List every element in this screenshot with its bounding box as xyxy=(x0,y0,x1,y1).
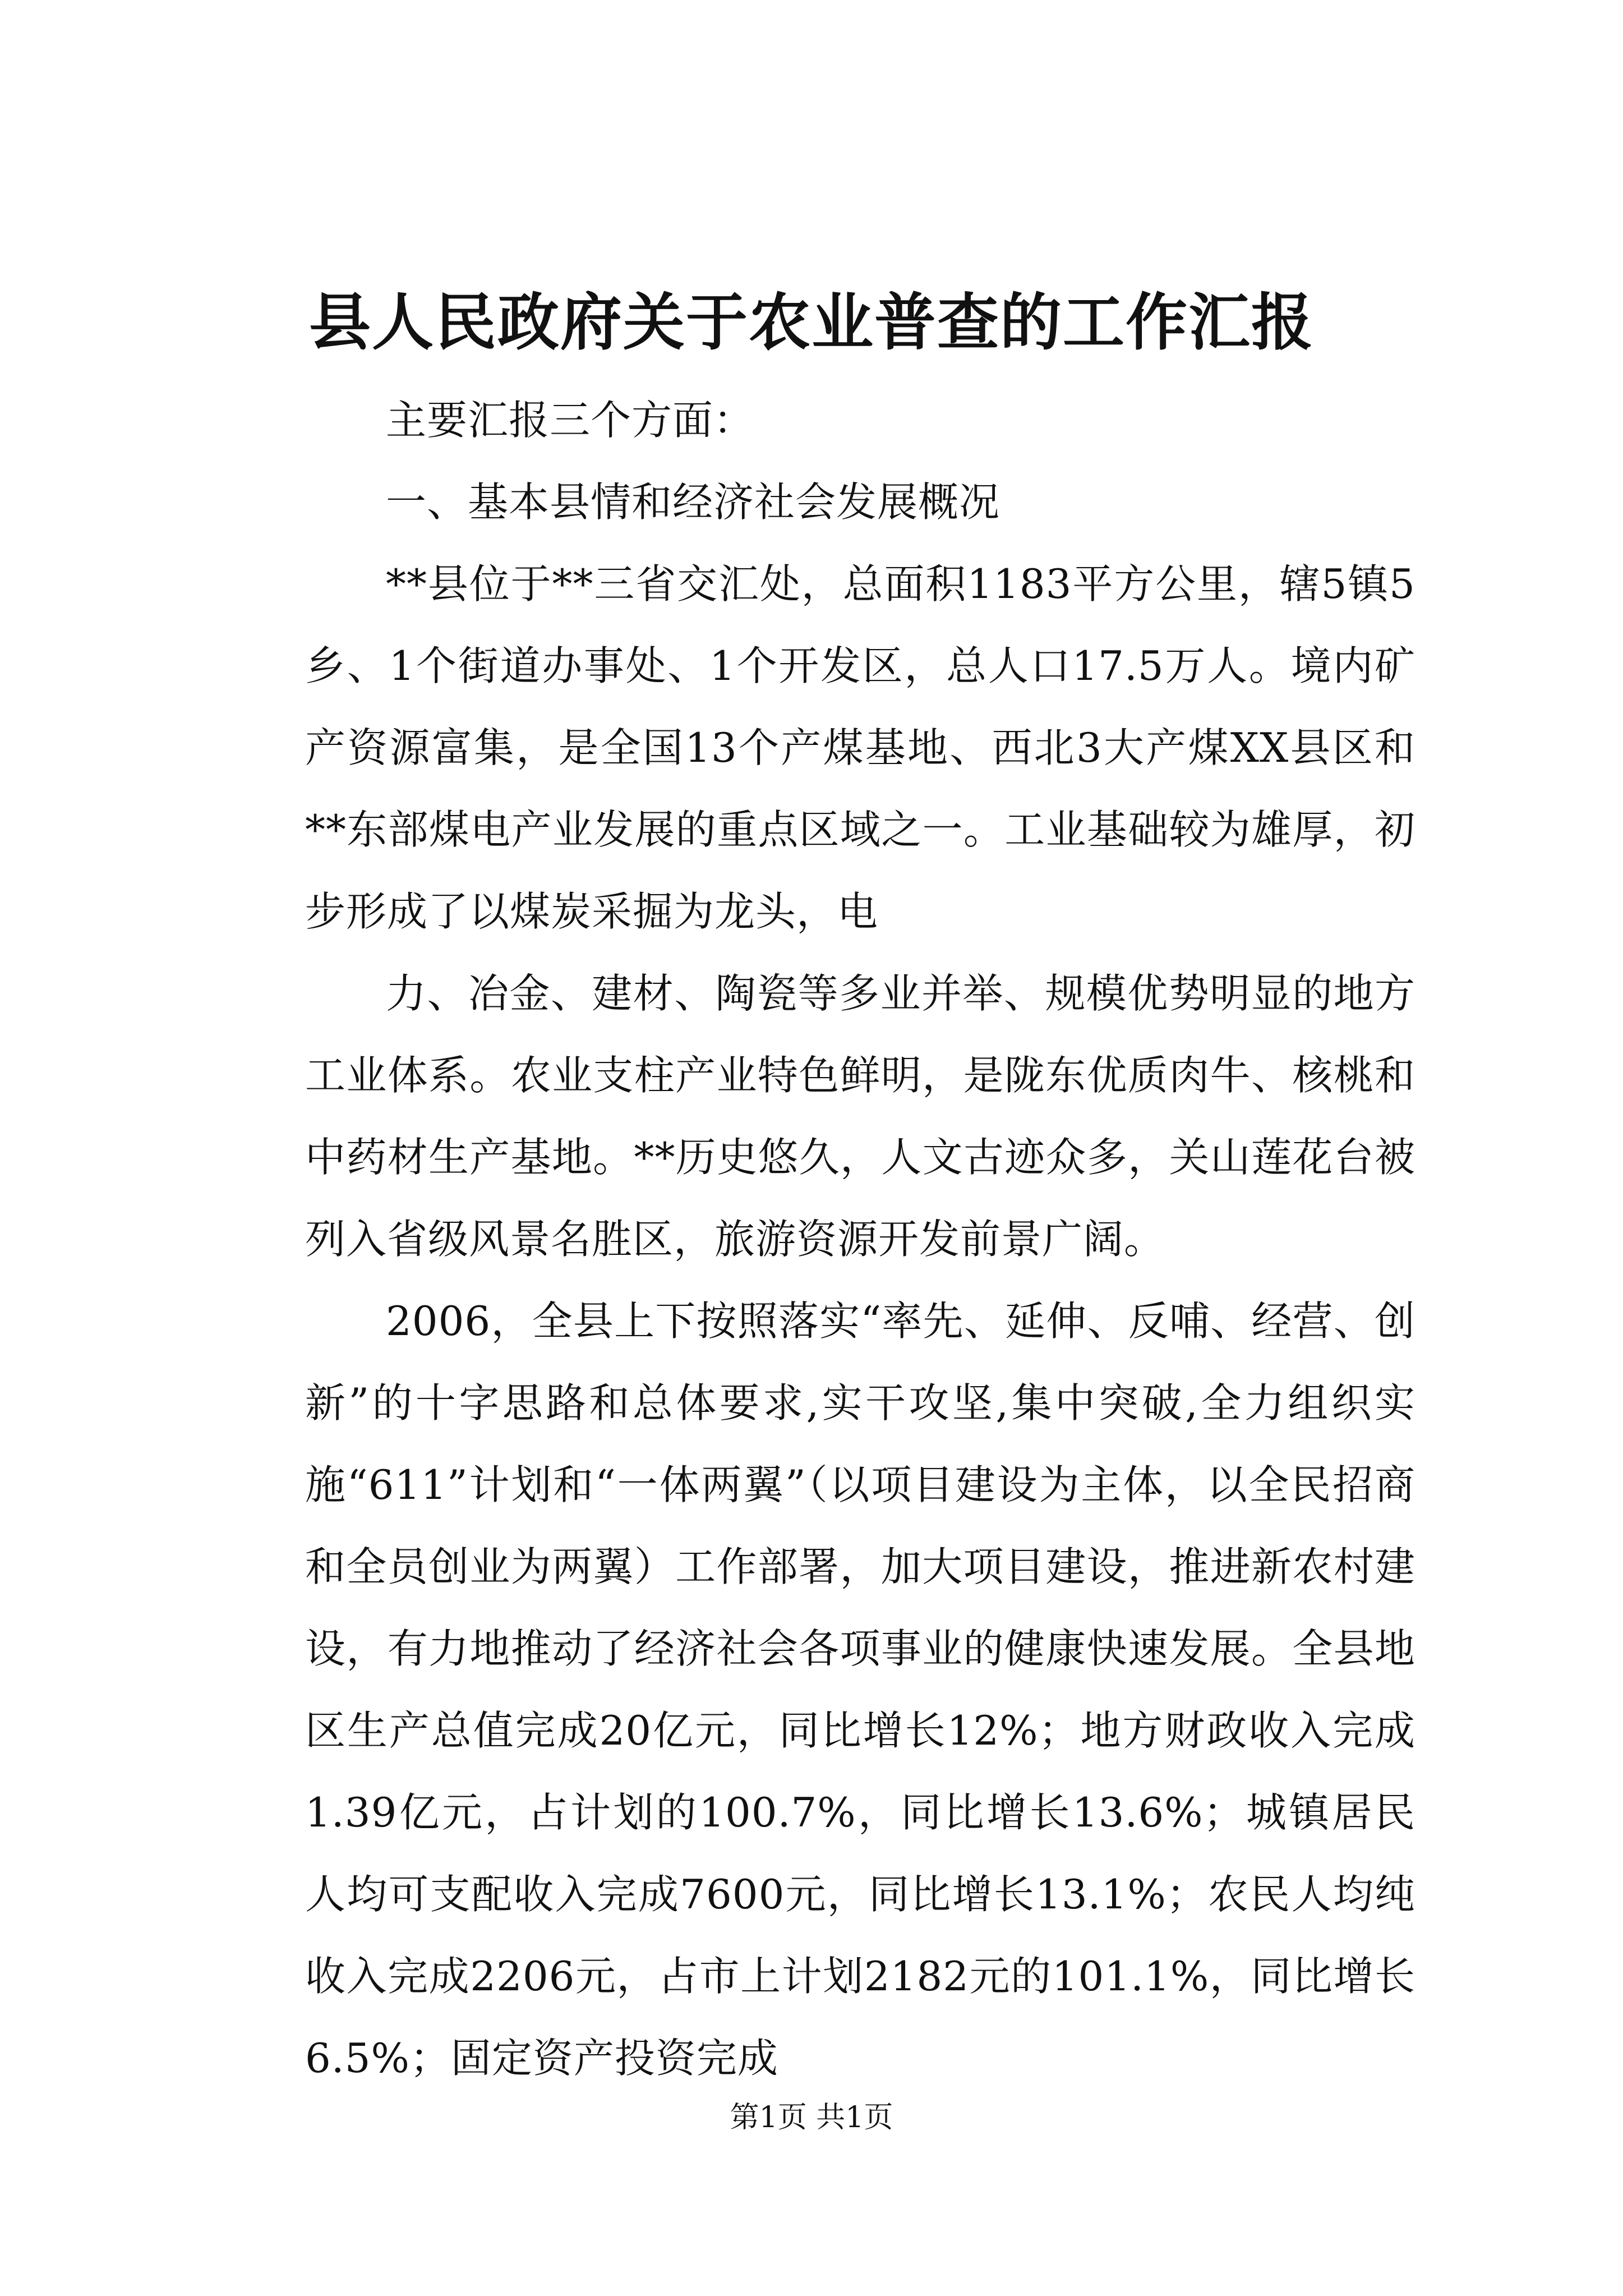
section-heading-1: 一、基本县情和经济社会发展概况 xyxy=(386,478,1000,526)
paragraph-intro: 主要汇报三个方面： xyxy=(386,397,755,444)
paragraph-county-overview: **县位于**三省交汇处，总面积1183平方公里，辖5镇5乡、1个街道办事处、1个开发区，总人口17.5万人。境内矿产资源富集，是全国13个产煤基地、西北3大产煤XX县区和**东部煤电产业发展的重点区域之一。工业基础较为雄厚，初步形成了以煤炭采掘为龙头，电 xyxy=(305,560,1415,935)
page-footer: 第1页 共1页 xyxy=(730,2101,893,2134)
paragraph-industry-system: 力、冶金、建材、陶瓷等多业并举、规模优势明显的地方工业体系。农业支柱产业特色鲜明，是陇东优质肉牛、核桃和中药材生产基地。**历史悠久，人文古迹众多，关山莲花台被列入省级风景名胜区，旅游资源开发前景广阔。 xyxy=(305,970,1415,1263)
paragraph-economic-development: 2006，全县上下按照落实“率先、延伸、反哺、经营、创新”的十字思路和总体要求,实干攻坚,集中突破,全力组织实施“611”计划和“一体两翼”（以项目建设为主体，以全民招商和全员创业为两翼）工作部署，加大项目建设，推进新农村建设，有力地推动了经济社会各项事业的健康快速发展。全县地区生产总值完成20亿元，同比增长12%；地方财政收入完成1.39亿元，占计划的100.7%，同比增长13.6%；城镇居民人均可支配收入完成7600元，同比增长13.1%；农民人均纯收入完成2206元，占市上计划2182元的101.1%，同比增长6.5%；固定资产投资完成 xyxy=(305,1297,1415,2082)
document-body xyxy=(305,379,1415,2099)
document-title: 县人民政府关于农业普查的工作汇报 xyxy=(309,286,1314,358)
